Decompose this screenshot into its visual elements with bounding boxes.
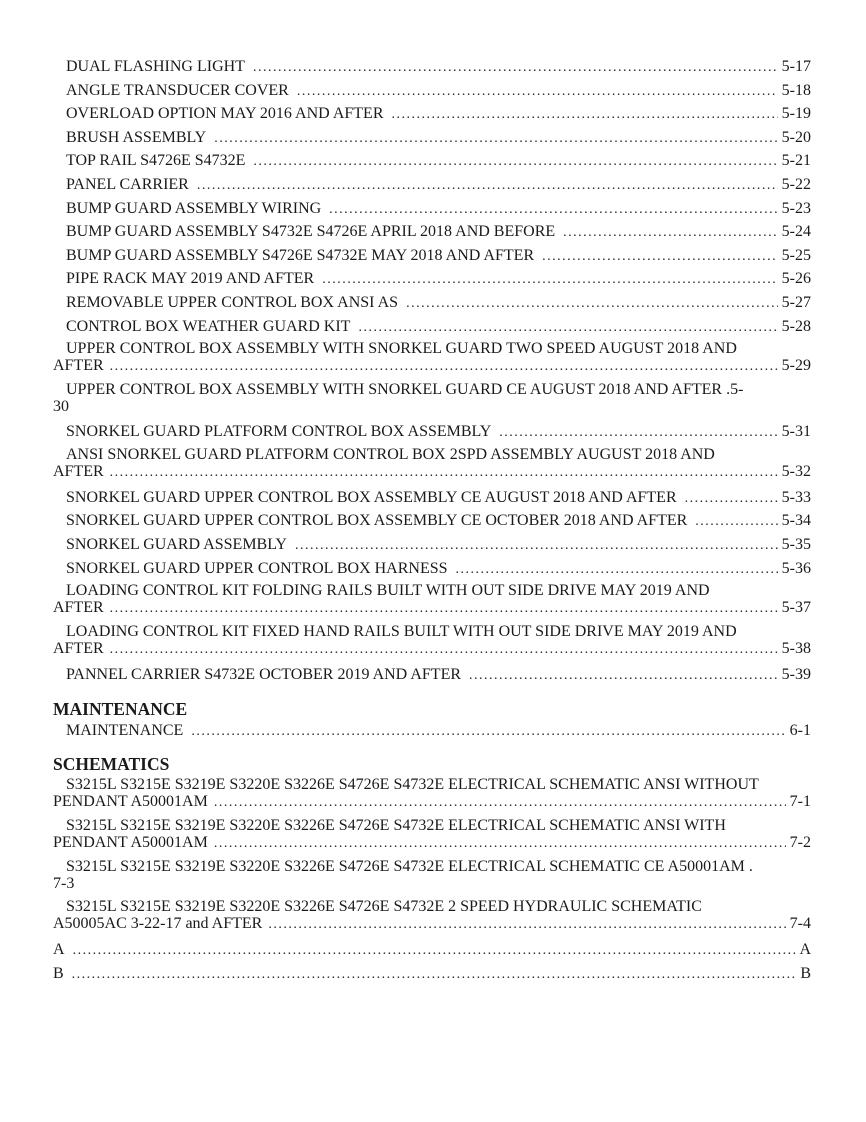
dot-leader	[542, 246, 778, 269]
toc-entry-page: 7-2	[789, 834, 811, 852]
dot-leader	[695, 511, 777, 534]
toc-entry-page: 5-20	[781, 128, 811, 146]
toc-entry[interactable]	[53, 174, 811, 198]
toc-entry-page: 5-34	[781, 512, 811, 530]
dot-leader	[406, 293, 778, 316]
dot-leader	[499, 422, 777, 445]
toc-entry-page: A	[799, 941, 811, 959]
dot-leader	[214, 835, 786, 852]
toc-entry[interactable]	[53, 221, 811, 245]
dot-leader	[685, 488, 778, 511]
toc-entry-page: 5-37	[781, 599, 811, 617]
toc-entry-page: 5-21	[781, 152, 811, 170]
dot-leader	[563, 222, 778, 245]
toc-entry-title-line1: S3215L S3215E S3219E S3220E S3226E S4726E S4732E 2 SPEED HYDRAULIC SCHEMATIC	[66, 898, 702, 916]
toc-entry[interactable]	[53, 510, 811, 534]
dot-leader	[329, 199, 778, 222]
toc-entry-title-line1: ANSI SNORKEL GUARD PLATFORM CONTROL BOX 2SPD ASSEMBLY AUGUST 2018 AND	[66, 445, 715, 463]
toc-entry-title: REMOVABLE UPPER CONTROL BOX ANSI AS	[66, 293, 399, 311]
dot-leader	[110, 600, 778, 617]
toc-entry-page: 5-36	[781, 559, 811, 577]
toc-entry-page: 5-29	[781, 357, 811, 375]
toc-entry-title: PANNEL CARRIER S4732E OCTOBER 2019 AND AFTER	[66, 666, 462, 684]
dot-leader	[72, 964, 797, 987]
toc-entry-title: TOP RAIL S4726E S4732E	[66, 152, 246, 170]
dot-leader	[469, 665, 778, 688]
toc-entry-page: 5-25	[781, 246, 811, 264]
toc-entry[interactable]	[53, 534, 811, 558]
dot-leader	[73, 940, 796, 963]
toc-entry-page: B	[800, 964, 811, 982]
toc-entry-page: 5-28	[781, 317, 811, 335]
toc-entry-title: BUMP GUARD ASSEMBLY S4732E S4726E APRIL 2018 AND BEFORE	[66, 223, 556, 241]
dot-leader	[214, 794, 786, 811]
table-of-contents	[53, 56, 811, 986]
toc-entry-multiline[interactable]	[53, 381, 811, 415]
toc-entry-page: 5-32	[781, 462, 811, 480]
dot-leader	[110, 358, 778, 375]
toc-entry-page: 5-22	[781, 175, 811, 193]
toc-entry-title: SNORKEL GUARD PLATFORM CONTROL BOX ASSEMBLY	[66, 423, 492, 441]
toc-entry-page: 5-18	[781, 81, 811, 99]
toc-entry[interactable]	[53, 80, 811, 104]
toc-entry-title: SNORKEL GUARD UPPER CONTROL BOX ASSEMBLY CE AUGUST 2018 AND AFTER	[66, 488, 677, 506]
toc-entry[interactable]	[53, 316, 811, 340]
toc-entry[interactable]	[53, 487, 811, 511]
toc-entry-page: 5-23	[781, 199, 811, 217]
dot-leader	[214, 128, 777, 151]
toc-entry[interactable]	[53, 103, 811, 127]
toc-entry-page: 5-17	[781, 58, 811, 75]
toc-entry[interactable]	[53, 558, 811, 582]
toc-entry-page: 5-19	[781, 105, 811, 123]
toc-entry-title-line1: LOADING CONTROL KIT FOLDING RAILS BUILT WITH OUT SIDE DRIVE MAY 2019 AND	[66, 582, 710, 600]
toc-entry-page: 5-33	[781, 488, 811, 506]
toc-entry-title: MAINTENANCE	[66, 721, 184, 739]
toc-entry-appendix-a[interactable]	[53, 939, 811, 963]
dot-leader	[322, 269, 777, 292]
toc-entry-multiline[interactable]	[53, 340, 811, 375]
toc-entry-title: A	[53, 941, 65, 959]
toc-entry-title: ANGLE TRANSDUCER COVER	[66, 81, 289, 99]
toc-entry-title: OVERLOAD OPTION MAY 2016 AND AFTER	[66, 105, 384, 123]
toc-entry[interactable]	[53, 292, 811, 316]
toc-entry-title-line2: 7-3	[53, 875, 75, 893]
toc-entry-title: B	[53, 964, 64, 982]
toc-entry-title-line1: UPPER CONTROL BOX ASSEMBLY WITH SNORKEL GUARD TWO SPEED AUGUST 2018 AND	[66, 340, 737, 358]
section-heading-maintenance[interactable]: MAINTENANCE	[53, 698, 188, 719]
toc-entry-title-line2: AFTER	[53, 462, 104, 480]
dot-leader	[110, 641, 778, 658]
toc-entry-title-line2: 30	[53, 398, 69, 416]
toc-entry-title-line1: LOADING CONTROL KIT FIXED HAND RAILS BUILT WITH OUT SIDE DRIVE MAY 2019 AND	[66, 623, 737, 641]
toc-entry-multiline[interactable]	[53, 898, 811, 933]
dot-leader	[253, 151, 777, 174]
toc-entry-title: CONTROL BOX WEATHER GUARD KIT	[66, 317, 351, 335]
toc-entry-multiline[interactable]	[53, 446, 811, 481]
toc-entry-title-line2: AFTER	[53, 640, 104, 658]
dot-leader	[392, 104, 778, 127]
toc-entry-title: BUMP GUARD ASSEMBLY S4726E S4732E MAY 2018 AND AFTER	[66, 246, 535, 264]
toc-entry-title-line2: PENDANT A50001AM	[53, 793, 208, 811]
toc-entry-title-line2: AFTER	[53, 357, 104, 375]
toc-entry-page: 5-26	[781, 270, 811, 288]
toc-entry-title: PIPE RACK MAY 2019 AND AFTER	[66, 270, 315, 288]
toc-entry-multiline[interactable]	[53, 582, 811, 617]
toc-entry-title-line1: UPPER CONTROL BOX ASSEMBLY WITH SNORKEL GUARD CE AUGUST 2018 AND AFTER .5-	[66, 381, 744, 399]
toc-entry-title-line2: PENDANT A50001AM	[53, 834, 208, 852]
toc-entry-page: 7-1	[789, 793, 811, 811]
toc-entry-multiline[interactable]	[53, 776, 811, 811]
toc-entry-page: 5-31	[781, 423, 811, 441]
toc-entry[interactable]	[53, 720, 811, 744]
dot-leader	[197, 175, 778, 198]
toc-entry-title: BRUSH ASSEMBLY	[66, 128, 207, 146]
toc-entry[interactable]	[53, 245, 811, 269]
toc-entry-title-line1: S3215L S3215E S3219E S3220E S3226E S4726E S4732E ELECTRICAL SCHEMATIC CE A50001AM .	[66, 858, 753, 876]
toc-entry-multiline[interactable]	[53, 858, 811, 892]
dot-leader	[295, 535, 778, 558]
toc-entry-page: 5-38	[781, 640, 811, 658]
section-heading-schematics[interactable]: SCHEMATICS	[53, 754, 170, 775]
toc-entry-title: SNORKEL GUARD UPPER CONTROL BOX ASSEMBLY CE OCTOBER 2018 AND AFTER	[66, 512, 688, 530]
toc-entry[interactable]	[53, 127, 811, 151]
toc-entry[interactable]	[53, 421, 811, 445]
toc-entry-title-line2: AFTER	[53, 599, 104, 617]
toc-entry-multiline[interactable]	[53, 623, 811, 658]
dot-leader	[253, 57, 778, 80]
toc-entry-page: 6-1	[789, 721, 811, 739]
toc-entry-page: 5-24	[781, 223, 811, 241]
toc-entry-page: 7-4	[789, 915, 811, 933]
toc-entry-page: 5-35	[781, 535, 811, 553]
toc-entry-multiline[interactable]	[53, 817, 811, 852]
toc-entry[interactable]	[53, 150, 811, 174]
dot-leader	[110, 464, 778, 481]
toc-entry-title: SNORKEL GUARD UPPER CONTROL BOX HARNESS	[66, 559, 448, 577]
toc-entry-title: SNORKEL GUARD ASSEMBLY	[66, 535, 287, 553]
dot-leader	[358, 317, 777, 340]
toc-entry-page: 5-39	[781, 666, 811, 684]
toc-entry[interactable]	[53, 56, 811, 80]
toc-entry[interactable]	[53, 268, 811, 292]
dot-leader	[191, 721, 785, 744]
toc-entry-title: PANEL CARRIER	[66, 175, 189, 193]
toc-entry-title-line2: A50005AC 3-22-17 and AFTER	[53, 915, 263, 933]
toc-entry-title-line1: S3215L S3215E S3219E S3220E S3226E S4726E S4732E ELECTRICAL SCHEMATIC ANSI WITHOUT	[66, 776, 759, 794]
toc-entry-appendix-b[interactable]	[53, 963, 811, 987]
dot-leader	[456, 559, 778, 582]
dot-leader	[268, 916, 785, 933]
toc-entry[interactable]	[53, 198, 811, 222]
dot-leader	[297, 81, 778, 104]
toc-entry[interactable]	[53, 664, 811, 688]
toc-entry-page: 5-27	[781, 293, 811, 311]
toc-entry-title-line1: S3215L S3215E S3219E S3220E S3226E S4726E S4732E ELECTRICAL SCHEMATIC ANSI WITH	[66, 817, 726, 835]
toc-entry-title: DUAL FLASHING LIGHT	[66, 58, 245, 75]
toc-entry-title: BUMP GUARD ASSEMBLY WIRING	[66, 199, 322, 217]
